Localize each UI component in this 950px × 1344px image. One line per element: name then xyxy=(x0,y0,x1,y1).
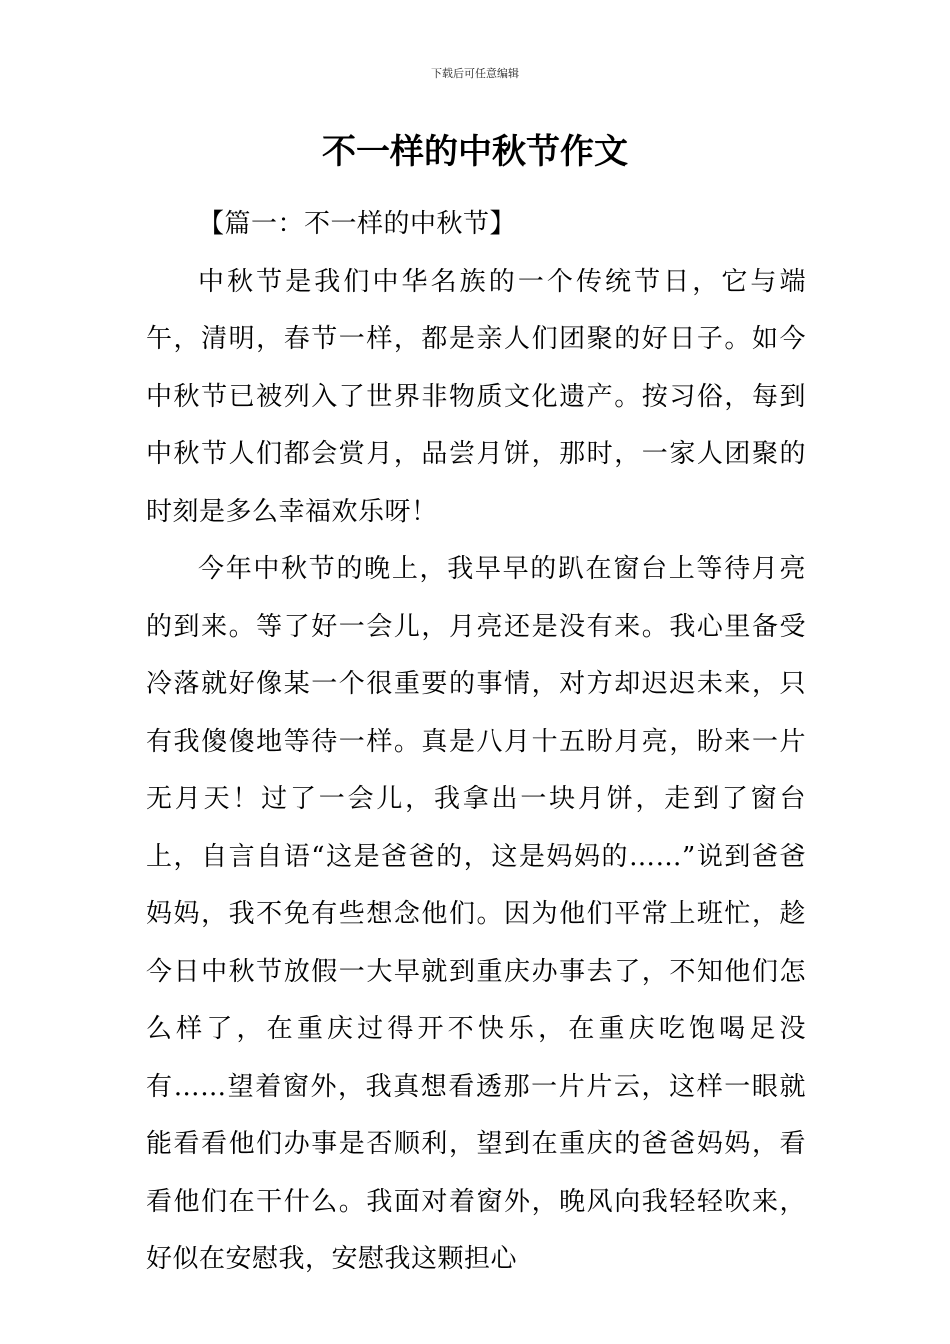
paragraph: 今年中秋节的晚上，我早早的趴在窗台上等待月亮的到来。等了好一会儿，月亮还是没有来。我心里备受冷落就好像某一个很重要的事情，对方却迟迟未来，只有我傻傻地等待一样。真是八月十五盼月亮，盼来一片无月天！过了一会儿，我拿出一块月饼，走到了窗台上，自言自语“这是爸爸的，这是妈妈的……”说到爸爸妈妈，我不免有些想念他们。因为他们平常上班忙，趁今日中秋节放假一大早就到重庆办事去了，不知他们怎么样了，在重庆过得开不快乐，在重庆吃饱喝足没有……望着窗外，我真想看透那一片片云，这样一眼就能看看他们办事是否顺利，望到在重庆的爸爸妈妈，看看他们在干什么。我面对着窗外，晚风向我轻轻吹来，好似在安慰我，安慰我这颗担心 xyxy=(146,554,806,1274)
document-body xyxy=(146,196,806,1289)
section-heading: 【篇一：不一样的中秋节】 xyxy=(198,209,517,239)
document-title: 不一样的中秋节作文 xyxy=(322,132,628,172)
header-note: 下载后可任意编辑 xyxy=(431,67,519,80)
paragraph: 中秋节是我们中华名族的一个传统节日，它与端午，清明，春节一样，都是亲人们团聚的好日子。如今中秋节已被列入了世界非物质文化遗产。按习俗，每到中秋节人们都会赏月，品尝月饼，那时，一家人团聚的时刻是多么幸福欢乐呀！ xyxy=(146,266,806,527)
